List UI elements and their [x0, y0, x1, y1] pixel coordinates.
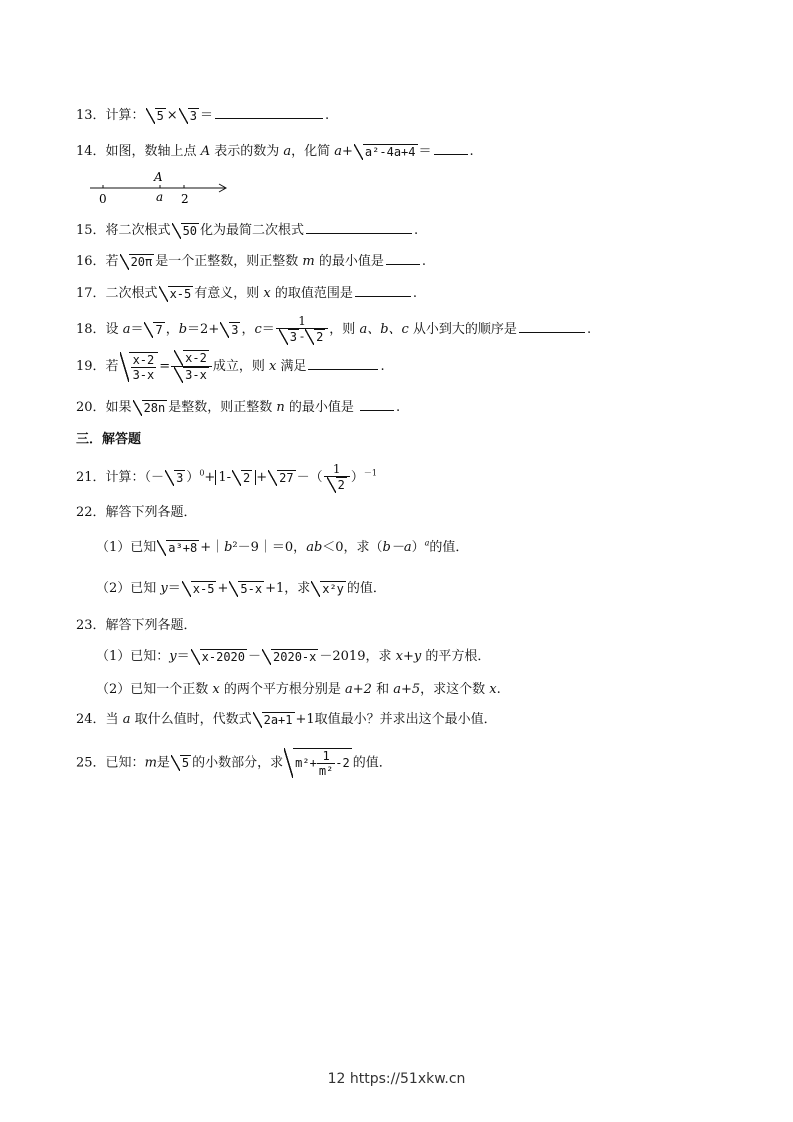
period: .: [496, 682, 501, 697]
var-a: a: [122, 712, 131, 727]
period: .: [421, 254, 426, 269]
question-24: [76, 708, 497, 728]
q13-number: 13．: [76, 108, 106, 123]
plus: +: [256, 470, 268, 485]
q22-1-text-2: +｜: [200, 540, 225, 555]
period: .: [380, 359, 385, 374]
q13-prompt: 计算：: [105, 108, 145, 123]
q23-number: 23．: [76, 618, 106, 633]
var-m: m: [144, 755, 157, 771]
var-x: x: [489, 682, 497, 697]
period: .: [469, 144, 474, 159]
var-x: x: [212, 682, 220, 697]
question-15: [76, 219, 418, 239]
q15-number: 15．: [76, 223, 106, 238]
q20-text-3: 的最小值是: [284, 400, 359, 415]
equals: ＝: [167, 581, 181, 596]
sqrt-fraction: $\frac{x-2}{3-x}$: [120, 352, 159, 382]
question-25: [76, 748, 392, 778]
equals: =: [159, 359, 171, 374]
q17-number: 17．: [76, 286, 106, 301]
axis-label-A: A: [154, 170, 163, 184]
var-ab: ab: [306, 540, 323, 555]
plus: +: [204, 470, 216, 485]
sqrt-28n: 28n: [133, 400, 168, 416]
question-18: [76, 314, 591, 345]
answer-blank-20[interactable]: [360, 398, 394, 411]
fraction-of-roots: $\frac{x-2}{3-x}$: [171, 350, 212, 383]
axis-label-2: 2: [181, 192, 189, 206]
q23-2-text-4: ，求这个数: [420, 682, 490, 697]
plus: +: [217, 581, 229, 596]
q24-text-2: 取什么值时，代数式: [130, 712, 252, 727]
answer-blank-18[interactable]: [519, 320, 585, 333]
q17-text-2: 有意义，则: [194, 286, 264, 301]
exponent: －1: [363, 468, 377, 478]
q24-number: 24．: [76, 712, 106, 727]
question-22-part-2: [96, 577, 386, 597]
var-b: b: [224, 540, 233, 555]
point-A: A: [200, 144, 211, 159]
q23-2-text: （2）已知一个正数: [96, 682, 213, 697]
sqrt-x-5: x-5: [159, 286, 194, 302]
sqrt-3: 3: [165, 470, 185, 486]
equals: ＝: [176, 649, 190, 664]
answer-blank-14[interactable]: [434, 142, 468, 155]
question-22-part-1: [96, 536, 468, 556]
var-x: x: [263, 286, 271, 301]
q16-text-2: 是一个正整数，则正整数: [155, 254, 303, 269]
sqrt-3: 3: [220, 322, 240, 338]
equals: ＝: [261, 322, 275, 337]
var-a: a: [122, 322, 131, 337]
q22-text: 解答下列各题．: [105, 505, 197, 520]
exponent: a: [424, 538, 430, 548]
sqrt-5: 5: [171, 755, 191, 771]
period: .: [414, 223, 419, 238]
number-line: [86, 168, 236, 208]
var-y: y: [169, 649, 177, 664]
sqrt-2a-plus-1: 2a+1: [253, 712, 295, 728]
expr-b-minus-a: b－a: [382, 540, 412, 555]
sqrt-5-x: 5-x: [229, 581, 264, 597]
sqrt-m-expression: m²+ $\frac{1}{\text{m²}}$ -2: [284, 748, 352, 778]
period: .: [412, 286, 418, 301]
answer-blank-19[interactable]: [308, 357, 378, 370]
q25-text-2: 是: [156, 755, 170, 771]
q18-text-2: ，则: [329, 322, 360, 337]
exponent: 0: [199, 468, 205, 478]
axis-label-a: a: [156, 190, 164, 204]
q15-text-2: 化为最简二次根式: [200, 223, 305, 238]
q21-number: 21．: [76, 470, 106, 485]
q14-number: 14．: [76, 144, 106, 159]
q15-text: 将二次根式: [105, 223, 171, 238]
sqrt-x-5: x-5: [182, 581, 217, 597]
page-footer: 12 https://51xkw.cn: [327, 1071, 466, 1087]
equals: ＝2+: [187, 322, 220, 337]
var-c: c: [254, 322, 262, 337]
q25-number: 25．: [76, 755, 106, 771]
comma: ，: [165, 322, 179, 337]
var-y: y: [160, 581, 168, 596]
q17-text: 二次根式: [105, 286, 158, 301]
paren: ）: [186, 470, 200, 485]
q23-1-text: （1）已知：: [96, 649, 170, 664]
sqrt-27: 27: [268, 470, 295, 486]
q23-2-text-3: 和: [371, 682, 394, 697]
q19-text-2: 成立，则: [212, 359, 269, 374]
question-21: [76, 462, 377, 493]
question-16: [76, 250, 426, 270]
fraction-1-over-sqrt2: $\frac{1}{2}$: [324, 462, 350, 493]
equals: ＝: [130, 322, 144, 337]
minus: －（: [296, 470, 323, 485]
sqrt-x2y: x²y: [311, 581, 346, 597]
q17-text-3: 的取值范围是: [270, 286, 353, 301]
expr-a-plus-2: a+2: [345, 682, 372, 697]
equals: ＝: [199, 108, 213, 123]
answer-blank-17[interactable]: [355, 284, 411, 297]
q19-number: 19．: [76, 359, 106, 374]
q14-text-2: 表示的数为: [210, 144, 284, 159]
equals: ＝: [418, 144, 432, 159]
question-14: [76, 140, 474, 160]
answer-blank-15[interactable]: [306, 221, 412, 234]
sqrt-2020-x: 2020-x: [262, 649, 318, 665]
expr-x-plus-y: x+y: [395, 649, 422, 664]
question-23-part-1: [96, 645, 490, 665]
sqrt-5: 5: [146, 108, 166, 124]
q21-text: 计算：（－: [105, 470, 165, 485]
q18-text-3: 从小到大的顺序是: [408, 322, 517, 337]
q25-text: 已知：: [105, 755, 145, 771]
q24-text-3: +1取值最小？并求出这个最小值．: [295, 712, 497, 727]
paren: ）: [350, 470, 364, 485]
vars-abc: a、b、c: [359, 322, 409, 337]
sqrt-7: 7: [144, 322, 164, 338]
q20-text: 如果: [105, 400, 132, 415]
q22-1-text-5: 的值．: [429, 540, 469, 555]
question-20: [76, 396, 400, 416]
question-22: [76, 501, 197, 520]
answer-blank-16[interactable]: [386, 252, 420, 265]
section-heading: 三．解答题: [76, 432, 142, 447]
q23-1-text-3: 的平方根．: [421, 649, 491, 664]
axis-label-0: 0: [99, 192, 107, 206]
q20-number: 20．: [76, 400, 106, 415]
sqrt-3: 3: [179, 108, 199, 124]
var-m: m: [302, 254, 315, 269]
answer-blank-13[interactable]: [215, 106, 323, 119]
q19-text: 若: [105, 359, 119, 374]
sqrt-a3-plus-8: a³+8: [157, 540, 199, 556]
fraction-c: $\frac{1}{3 - 2}$: [276, 314, 329, 345]
question-23: [76, 614, 197, 633]
q22-number: 22．: [76, 505, 106, 520]
q22-2-text-3: 的值．: [346, 581, 386, 596]
q22-1-text: （1）已知: [96, 540, 157, 555]
sqrt-x-2020: x-2020: [191, 649, 247, 665]
sqrt-20pi: 20π: [120, 254, 155, 270]
period: .: [324, 108, 330, 123]
var-a: a: [334, 144, 343, 159]
q19-text-3: 满足: [276, 359, 307, 374]
q24-text: 当: [105, 712, 123, 727]
var-b: b: [178, 322, 188, 337]
q16-text: 若: [105, 254, 119, 269]
q22-1-text-4: ＜0，求（: [322, 540, 383, 555]
sqrt-expression: a²-4a+4: [354, 144, 418, 160]
question-19: [76, 350, 385, 383]
q25-text-4: 的值．: [352, 755, 392, 771]
q23-text: 解答下列各题．: [105, 618, 197, 633]
q14-text-3: ，化简: [291, 144, 335, 159]
q23-2-text-2: 的两个平方根分别是: [219, 682, 346, 697]
question-17: [76, 282, 417, 302]
expr-a-plus-5: a+5: [393, 682, 421, 697]
q14-text: 如图，数轴上点: [105, 144, 201, 159]
q22-2-text: （2）已知: [96, 581, 161, 596]
q22-1-text-3: ²－9｜＝0，: [232, 540, 307, 555]
var-a: a: [283, 144, 292, 159]
paren: ）: [411, 540, 425, 555]
comma: ，: [241, 322, 255, 337]
period: .: [396, 400, 401, 415]
sqrt-50: 50: [172, 223, 199, 239]
q18-number: 18．: [76, 322, 106, 337]
q18-text: 设: [105, 322, 123, 337]
var-x: x: [268, 359, 277, 374]
q23-1-text-2: －2019，求: [319, 649, 396, 664]
times-sign: ×: [166, 108, 178, 123]
q25-text-3: 的小数部分，求: [192, 755, 284, 771]
period: .: [586, 322, 592, 337]
q22-2-text-2: +1，求: [265, 581, 311, 596]
q20-text-2: 是整数，则正整数: [168, 400, 277, 415]
question-13: [76, 104, 329, 124]
plus: +: [342, 144, 353, 159]
absolute-value: 1- 2: [215, 470, 256, 485]
var-n: n: [276, 400, 285, 415]
minus: －: [248, 649, 262, 664]
q16-number: 16．: [76, 254, 106, 269]
question-23-part-2: [96, 678, 501, 697]
q16-text-3: 的最小值是: [314, 254, 384, 269]
